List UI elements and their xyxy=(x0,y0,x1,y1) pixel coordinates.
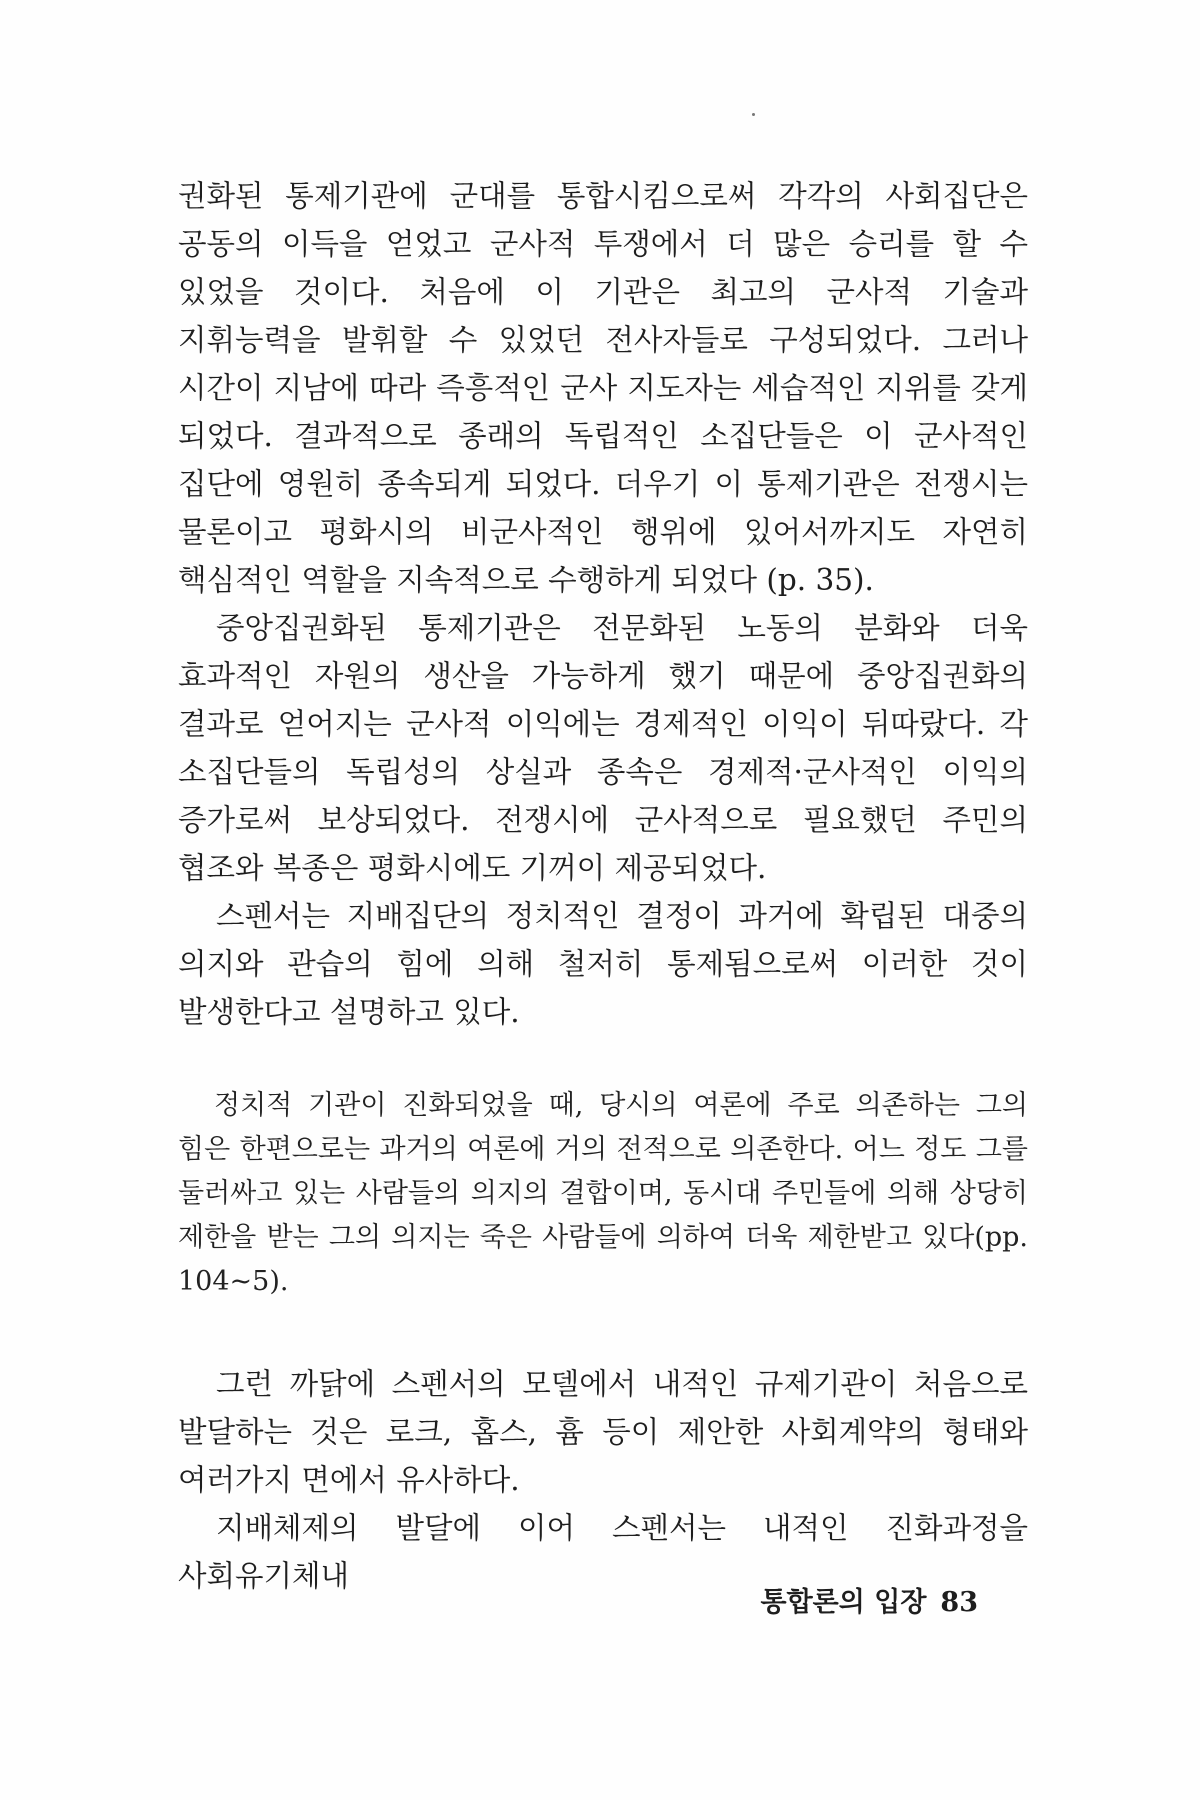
paragraph-5: 지배체제의 발달에 이어 스펜서는 내적인 진화과정을 사회유기체내 xyxy=(178,1511,1028,1593)
ink-speck xyxy=(752,113,755,116)
paragraph-4: 그런 까닭에 스펜서의 모델에서 내적인 규제기관이 처음으로 발달하는 것은 로크, 홉스, 흄 등이 제안한 사회계약의 형태와 여러가지 면에서 유사하다. xyxy=(178,1367,1028,1497)
paragraph-2: 중앙집권화된 통제기관은 전문화된 노동의 분화와 더욱 효과적인 자원의 생산을 가능하게 했기 때문에 중앙집권화의 결과로 얻어지는 군사적 이익에는 경제적인 이익이 뒤따랐다. 각 소집단들의 독립성의 상실과 종속은 경제적·군사적인 이익의 증가로써 보상되었다. 전쟁시에 군사적으로 필요했던 주민의 협조와 복종은 평화시에도 기꺼이 제공되었다. xyxy=(178,611,1028,885)
page-number: 83 xyxy=(940,1587,978,1618)
page-footer xyxy=(761,1580,978,1619)
body-text xyxy=(178,172,1028,1600)
block-quote: 정치적 기관이 진화되었을 때, 당시의 여론에 주로 의존하는 그의 힘은 한편으로는 과거의 여론에 거의 전적으로 의존한다. 어느 정도 그를 둘러싸고 있는 사람들의 의지의 결합이며, 동시대 주민들에 의해 상당히 제한을 받는 그의 의지는 죽은 사람들에 의하여 더욱 제한받고 있다(pp. 104~5). xyxy=(178,1090,1028,1297)
paragraph-3: 스펜서는 지배집단의 정치적인 결정이 과거에 확립된 대중의 의지와 관습의 힘에 의해 철저히 통제됨으로써 이러한 것이 발생한다고 설명하고 있다. xyxy=(178,899,1028,1029)
running-title: 통합론의 입장 xyxy=(760,1587,927,1618)
paragraph-1: 권화된 통제기관에 군대를 통합시킴으로써 각각의 사회집단은 공동의 이득을 얻었고 군사적 투쟁에서 더 많은 승리를 할 수 있었을 것이다. 처음에 이 기관은 최고의 군사적 기술과 지휘능력을 발휘할 수 있었던 전사자들로 구성되었다. 그러나 시간이 지남에 따라 즉흥적인 군사 지도자는 세습적인 지위를 갖게 되었다. 결과적으로 종래의 독립적인 소집단들은 이 군사적인 집단에 영원히 종속되게 되었다. 더우기 이 통제기관은 전쟁시는 물론이고 평화시의 비군사적인 행위에 있어서까지도 자연히 핵심적인 역할을 지속적으로 수행하게 되었다 (p. 35). xyxy=(178,179,1028,597)
